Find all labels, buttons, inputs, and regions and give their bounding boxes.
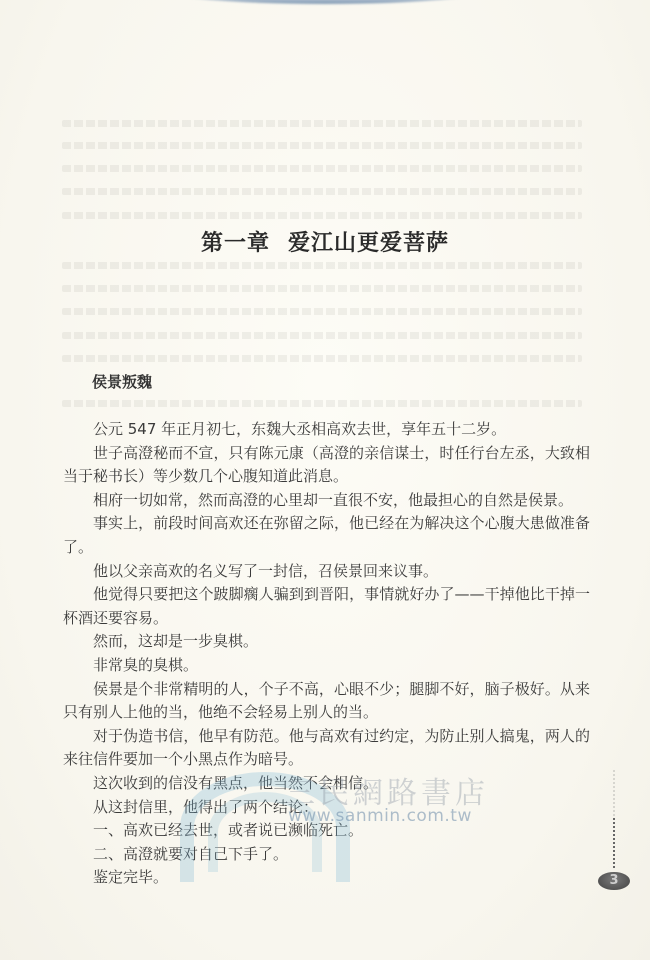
top-decoration-arc <box>150 0 500 4</box>
bleed-through-line <box>62 262 582 269</box>
bleed-through-line <box>62 332 582 339</box>
bleed-through-line <box>62 285 582 292</box>
paragraph: 相府一切如常，然而高澄的心里却一直很不安，他最担心的自然是侯景。 <box>93 490 574 509</box>
bleed-through-line <box>62 308 582 315</box>
bleed-through-line <box>62 400 582 407</box>
bleed-through-line <box>62 120 582 127</box>
bleed-through-line <box>62 188 582 195</box>
bleed-through-line <box>62 212 582 219</box>
paragraph: 鉴定完毕。 <box>93 868 169 887</box>
paragraph: 世子高澄秘而不宣，只有陈元康（高澄的亲信谋士，时任行台左丞，大致相当于秘书长）等少数几个心腹知道此消息。 <box>63 443 590 486</box>
chapter-number: 第一章 <box>200 230 270 256</box>
chapter-title: 爱江山更爱菩萨 <box>288 230 450 256</box>
margin-dotted-line-faint <box>613 770 615 818</box>
paragraph: 他觉得只要把这个跛脚瘸人骗到到晋阳，事情就好办了——干掉他比干掉一杯酒还要容易。 <box>63 585 590 627</box>
paragraph: 他以父亲高欢的名义写了一封信，召侯景回来议事。 <box>93 561 439 580</box>
paragraph: 侯景是个非常精明的人，个子不高，心眼不少；腿脚不好，脑子极好。从来只有别人上他的当，他绝不会轻易上别人的当。 <box>63 679 590 722</box>
paragraph: 这次收到的信没有黑点，他当然不会相信。 <box>93 773 379 792</box>
paragraph: 对于伪造书信，他早有防范。他与高欢有过约定，为防止别人搞鬼，两人的来往信件要加一个小黑点作为暗号。 <box>63 726 590 769</box>
bleed-through-line <box>62 355 582 362</box>
paragraph: 二、高澄就要对自己下手了。 <box>93 844 289 863</box>
paragraph: 公元 547 年正月初七，东魏大丞相高欢去世，享年五十二岁。 <box>93 420 507 438</box>
watermark-name: 三民網路書店 <box>285 776 489 811</box>
section-title: 侯景叛魏 <box>92 373 153 391</box>
bleed-through-line <box>62 142 582 149</box>
bleed-through-line <box>62 165 582 172</box>
watermark-url: www.sanmin.com.tw <box>288 806 472 826</box>
paragraph: 从这封信里，他得出了两个结论： <box>93 797 319 816</box>
paragraph: 一、高欢已经去世，或者说已濒临死亡。 <box>93 821 364 840</box>
page-number: 3 <box>598 872 630 890</box>
paragraph: 非常臭的臭棋。 <box>93 655 199 674</box>
body-text <box>63 418 590 890</box>
paragraph: 然而，这却是一步臭棋。 <box>93 632 259 651</box>
margin-dotted-line <box>613 818 615 868</box>
chapter-heading <box>0 226 650 257</box>
paragraph: 事实上，前段时间高欢还在弥留之际，他已经在为解决这个心腹大患做准备了。 <box>63 514 590 556</box>
